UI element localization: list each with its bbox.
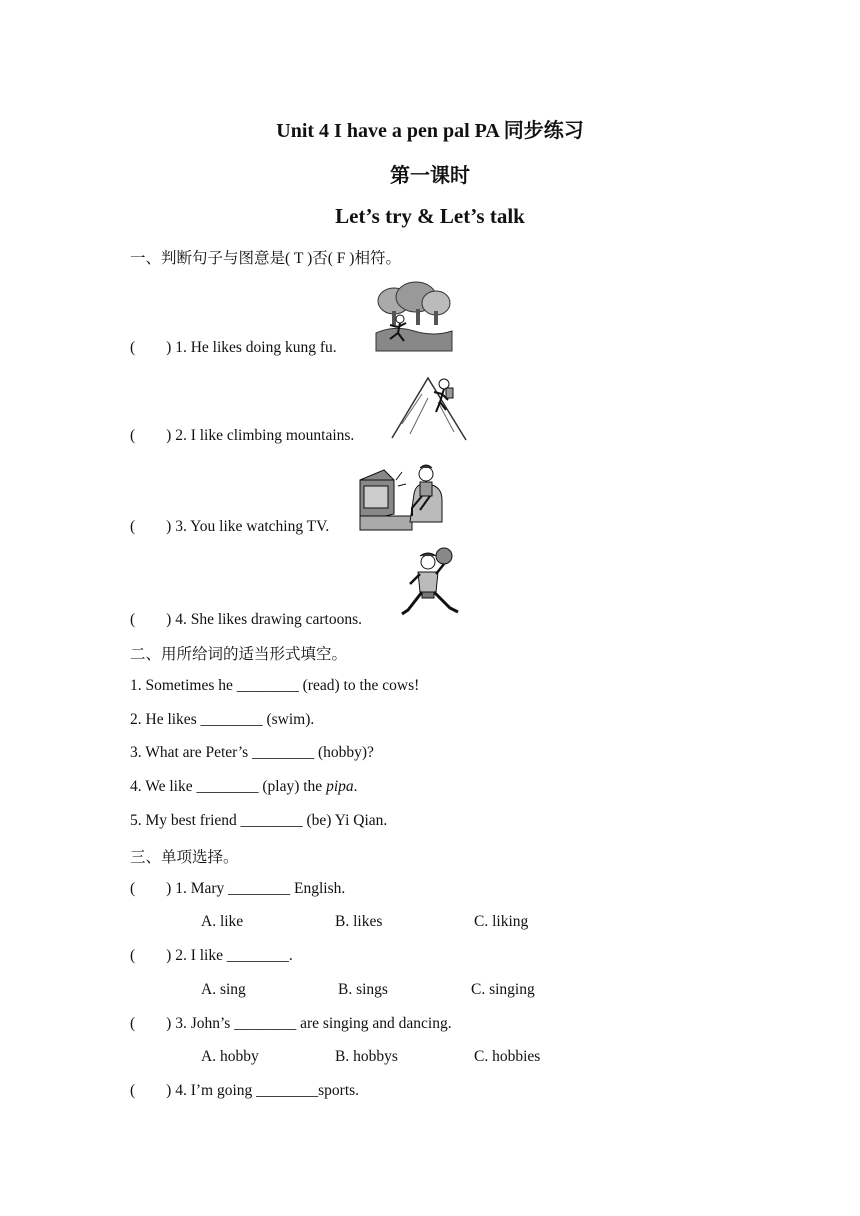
section2-item-3: 3. What are Peter’s ________ (hobby)?: [130, 744, 374, 761]
section2-heading: 二、用所给词的适当形式填空。: [130, 646, 348, 663]
question-2-option-c: C. singing: [471, 981, 535, 998]
section3-question-1: ( ) 1. Mary ________ English.: [130, 880, 346, 897]
girl-exercising-icon: [396, 546, 466, 628]
section2-item-4-end: .: [353, 778, 358, 795]
worksheet-title: Unit 4 I have a pen pal PA 同步练习: [276, 120, 584, 142]
section3-question-2: ( ) 2. I like ________.: [130, 947, 293, 964]
mountain-climber-icon: [388, 372, 470, 444]
question-3-option-a: A. hobby: [201, 1048, 259, 1065]
section3-question-4: ( ) 4. I’m going ________sports.: [130, 1082, 360, 1099]
section1-item-1: ( ) 1. He likes doing kung fu.: [130, 339, 337, 356]
question-1-option-b: B. likes: [335, 913, 383, 930]
question-2-option-b: B. sings: [338, 981, 388, 998]
lesson-label: 第一课时: [390, 165, 470, 187]
section3-heading: 三、单项选择。: [130, 849, 239, 866]
boy-watching-tv-icon: [358, 460, 446, 532]
question-2-option-a: A. sing: [201, 981, 246, 998]
section2-item-4: [130, 778, 358, 796]
question-3-option-c: C. hobbies: [474, 1048, 541, 1065]
kung-fu-boy-in-park-icon: [374, 281, 454, 353]
section1-item-2: ( ) 2. I like climbing mountains.: [130, 427, 355, 444]
section1-item-4: ( ) 4. She likes drawing cartoons.: [130, 611, 363, 628]
section1-item-3: ( ) 3. You like watching TV.: [130, 518, 330, 535]
section2-item-1: 1. Sometimes he ________ (read) to the cows!: [130, 677, 420, 694]
section2-item-4-italic-word: pipa: [326, 778, 354, 795]
lesson-subtitle: Let’s try & Let’s talk: [335, 204, 525, 228]
question-1-option-c: C. liking: [474, 913, 529, 930]
section2-item-5: 5. My best friend ________ (be) Yi Qian.: [130, 812, 388, 829]
section3-question-3: ( ) 3. John’s ________ are singing and dancing.: [130, 1015, 452, 1032]
section1-heading: 一、判断句子与图意是( T )否( F )相符。: [130, 250, 401, 267]
section2-item-4-text: 4. We like ________ (play) the: [130, 778, 327, 795]
section2-item-2: 2. He likes ________ (swim).: [130, 711, 315, 728]
question-1-option-a: A. like: [201, 913, 244, 930]
question-3-option-b: B. hobbys: [335, 1048, 398, 1065]
